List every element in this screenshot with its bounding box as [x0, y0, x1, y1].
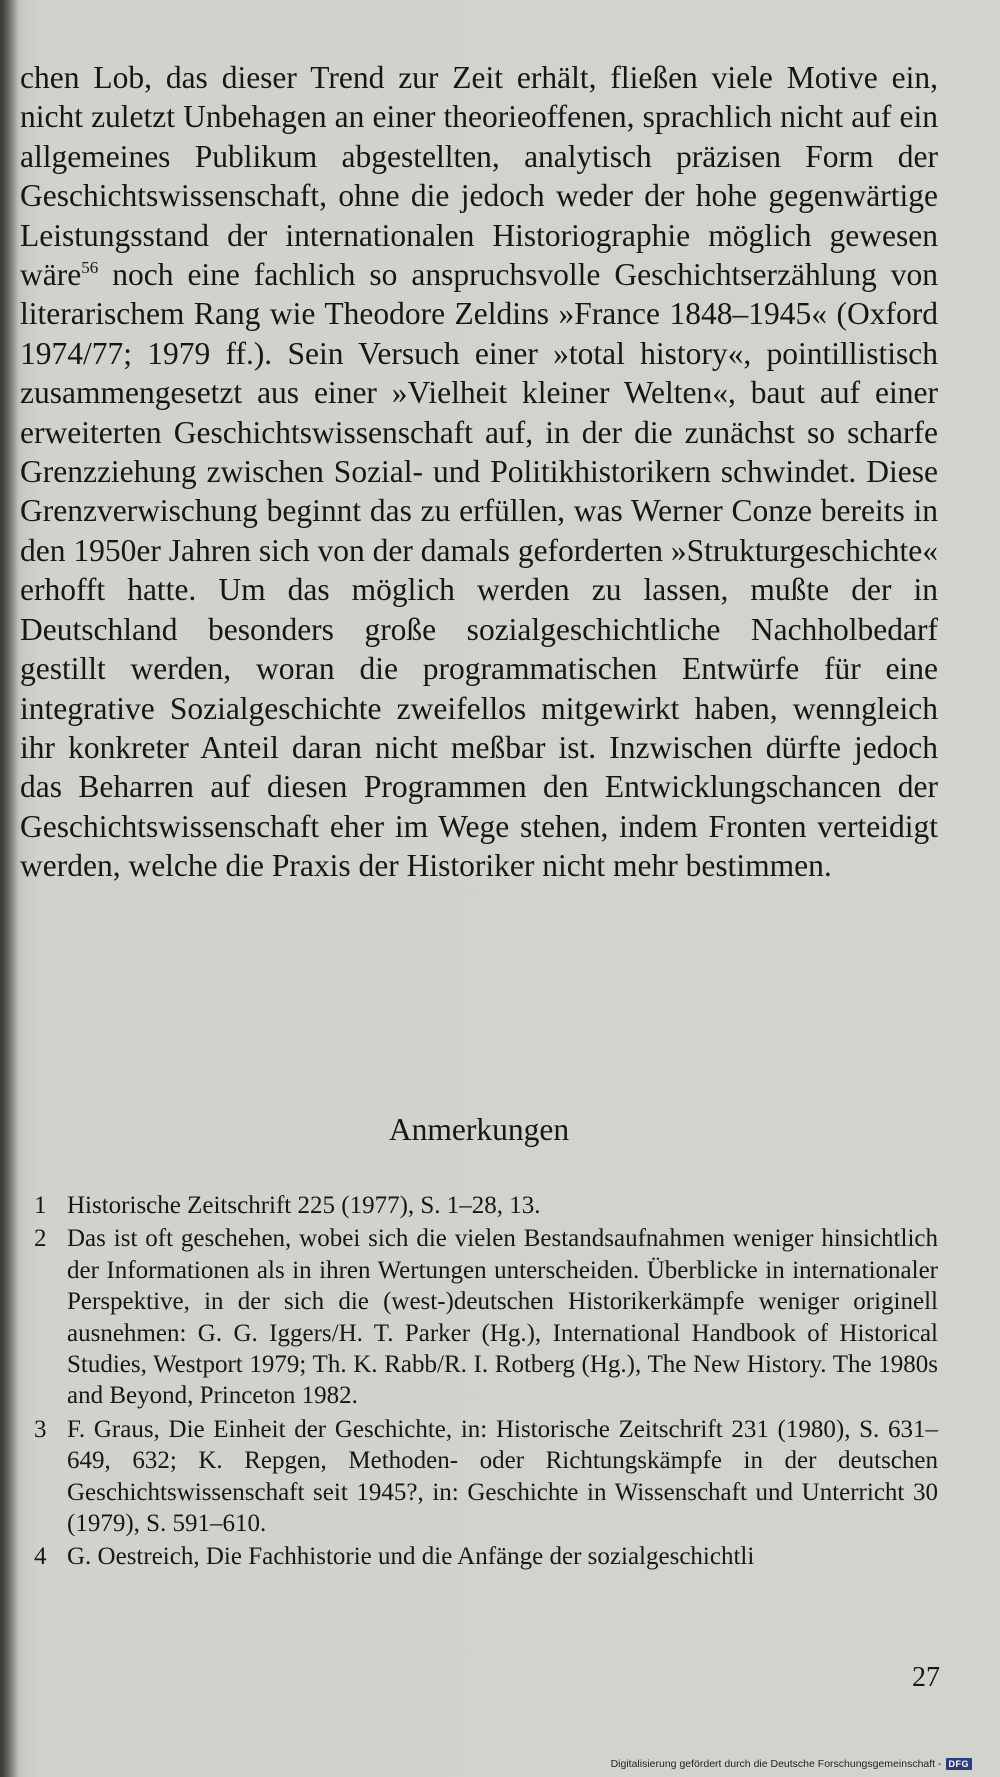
endnote	[34, 1223, 938, 1411]
endnote-number: 1	[34, 1192, 47, 1219]
digitization-credit	[611, 1758, 972, 1770]
endnote-number: 3	[34, 1415, 47, 1443]
endnote-number: 2	[34, 1225, 47, 1253]
binding-shadow	[0, 0, 18, 1777]
dfg-logo-icon: DFG	[946, 1758, 973, 1770]
endnote-text: F. Graus, Die Einheit der Geschichte, in: Historische Zeitschrift 231 (1980), S. 631–649, 632; K. Repgen, Methoden- oder Richtungskämpfe in der deutschen Geschichtswissenschaft seit 1945?, in: Geschichte in Wissenschaft und Unterricht 30 (1979), S. 591–610.	[67, 1415, 938, 1538]
credit-text: Digitalisierung gefördert durch die Deutsche Forschungsgemeinschaft -	[610, 1758, 942, 1770]
main-paragraph	[20, 58, 938, 886]
endnote	[34, 1541, 938, 1572]
endnote-text: G. Oestreich, Die Fachhistorie und die Anfänge der sozialgeschichtli	[67, 1543, 755, 1571]
endnote-text: Historische Zeitschrift 225 (1977), S. 1–28, 13.	[67, 1192, 541, 1219]
endnote	[34, 1190, 938, 1221]
page-number: 27	[912, 1662, 940, 1693]
paragraph-text-part-1: chen Lob, das dieser Trend zur Zeit erhält, fließen viele Motive ein, nicht zuletzt Unbehagen an einer theorieoffenen, sprachlich nicht auf ein allgemeines Publikum abgestellten, analytisch präzisen Form der Geschichtswissenschaft, ohne die jedoch weder der hohe gegenwärtige Leistungsstand der internationalen Historiographie möglich gewesen wäre	[20, 60, 938, 293]
footnote-reference: 56	[81, 258, 99, 278]
paragraph-text-part-2: noch eine fachlich so anspruchsvolle Geschichtserzählung von literarischem Rang wie Theodore Zeldins »France 1848–1945« (Oxford 1974/77; 1979 ff.). Sein Versuch einer »total history«, pointillistisch zusammengesetzt aus einer »Vielheit kleiner Welten«, baut auf einer erweiterten Geschichtswissenschaft auf, in der die zunächst so scharfe Grenzziehung zwischen Sozial- und Politikhistorikern schwindet. Diese Grenzverwischung beginnt das zu erfüllen, was Werner Conze bereits in den 1950er Jahren sich von der damals geforderten »Strukturgeschichte« erhofft hatte. Um das möglich werden zu lassen, mußte der in Deutschland besonders große sozialgeschichtliche Nachholbedarf gestillt werden, woran die programmatischen Entwürfe für eine integrative Sozialgeschichte zweifellos mitgewirkt haben, wenngleich ihr konkreter Anteil daran nicht meßbar ist. Inzwischen dürfte jedoch das Beharren auf diesen Programmen den Entwicklungschancen der Geschichtswissenschaft eher im Wege stehen, indem Fronten verteidigt werden, welche die Praxis der Historiker nicht mehr bestimmen.	[20, 257, 938, 884]
section-heading: Anmerkungen	[388, 1112, 570, 1147]
endnote	[34, 1414, 938, 1540]
endnotes-list	[34, 1190, 938, 1575]
endnote-text: Das ist oft geschehen, wobei sich die vielen Bestandsaufnahmen weniger hinsichtlich der Informationen als in ihren Wertungen unterscheiden. Überblicke in internationaler Perspektive, in der sich die (west-)deutschen Historikerkämpfe weniger originell ausnehmen: G. G. Iggers/H. T. Parker (Hg.), International Handbook of Historical Studies, Westport 1979; Th. K. Rabb/R. I. Rotberg (Hg.), The New History. The 1980s and Beyond, Princeton 1982.	[67, 1225, 938, 1410]
endnote-number: 4	[34, 1543, 47, 1571]
